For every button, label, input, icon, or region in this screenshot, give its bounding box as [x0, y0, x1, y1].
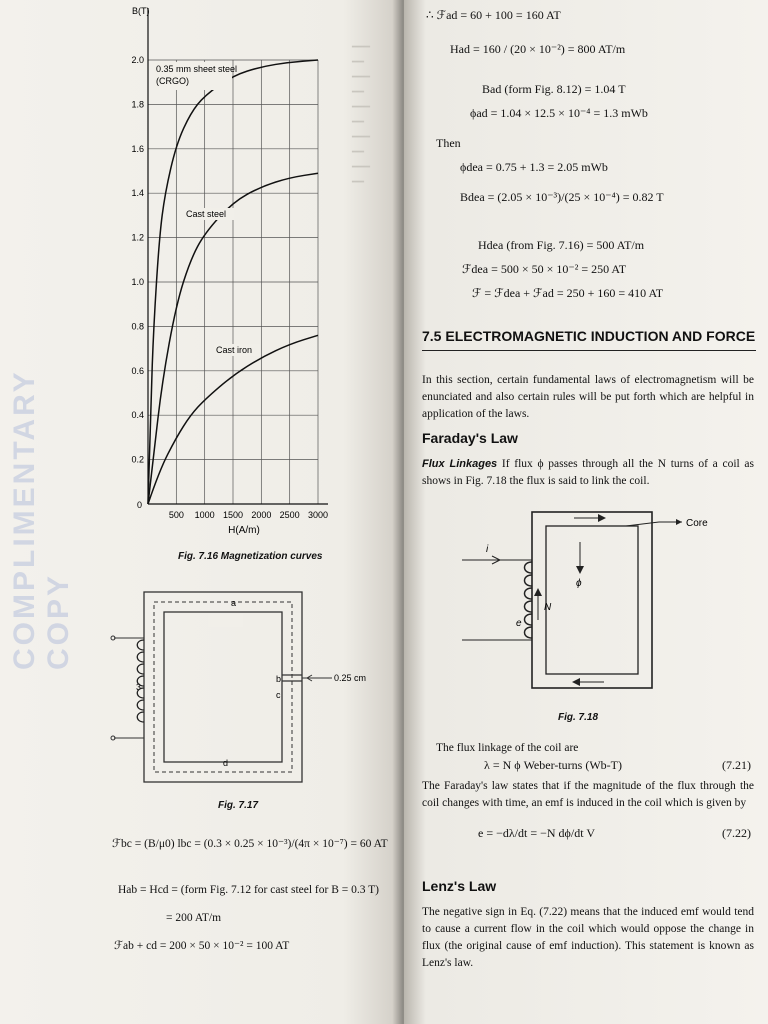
- fig-716-caption: Fig. 7.16 Magnetization curves: [178, 551, 323, 562]
- y-axis-label: B(T): [132, 6, 150, 16]
- flux-linkages-text: If flux ϕ passes through all the N turns of a coil as shows in Fig. 7.18 the flux is said to link the coil.: [422, 458, 755, 487]
- label-c: c: [276, 690, 281, 700]
- faraday-paragraph: The Faraday's law states that if the magnitude of the flux through the coil changes with time, an emf is induced in the coil which is given by: [422, 780, 754, 809]
- fig-717-diagram: [100, 580, 390, 795]
- intro-paragraph: In this section, certain fundamental laws of electromagnetism will be enunciated and also certain rules will be put forth which are helpful in application of the laws.: [422, 374, 754, 420]
- core-arrowhead: [676, 519, 682, 525]
- flux-path-arrowhead: [534, 588, 542, 596]
- flux-linkages-lead: Flux Linkages: [422, 458, 498, 470]
- chart-tick-labels: [131, 55, 328, 520]
- y-tick-label: 2.0: [131, 55, 144, 65]
- label-d: d: [223, 758, 229, 768]
- gap-label: 0.25 cm: [334, 673, 367, 683]
- curve-label-crgo-sub: (CRGO): [156, 76, 189, 86]
- curve-label-cast-steel: Cast steel: [186, 209, 227, 219]
- lenz-paragraph: The negative sign in Eq. (7.22) means that the induced emf would tend to cause a current flow in the coil which would oppose the change in flux (the original cause of emf induction). This statement is known as Lenz's law.: [422, 906, 754, 969]
- y-tick-label: 0.4: [131, 410, 144, 421]
- section-heading: 7.5 ELECTROMAGNETIC INDUCTION AND FORCE: [422, 328, 756, 344]
- equation-h-dea: Hdea (from Fig. 7.16) = 500 AT/m: [478, 238, 645, 252]
- x-tick-label: 500: [168, 510, 184, 520]
- core-pointer: [626, 522, 659, 526]
- y-tick-label: 1.0: [131, 277, 144, 287]
- core-inner: [546, 526, 638, 674]
- turns-label: N: [544, 602, 552, 613]
- y-tick-label: 1.4: [131, 188, 144, 199]
- core-outer: [532, 512, 652, 688]
- equation-f-dea: ℱdea = 500 × 50 × 10⁻² = 250 AT: [462, 262, 627, 276]
- equation-bad: Bad (form Fig. 8.12) = 1.04 T: [482, 82, 626, 96]
- coil-winding: [525, 562, 533, 638]
- y-tick-label: 1.6: [131, 143, 144, 154]
- fig-717-caption: Fig. 7.17: [218, 800, 259, 811]
- watermark: COMPLIMENTARY COPY: [8, 369, 75, 670]
- x-axis-label: H(A/m): [228, 525, 260, 536]
- label-a: a: [231, 598, 237, 608]
- bleed-through-text: ━━━ ━━ ━━━ ━━ ━━━ ━━ ━━━ ━━ ━━━ ━━: [352, 42, 371, 188]
- label-b: b: [276, 674, 282, 684]
- curve-label-cast-iron: Cast iron: [216, 345, 253, 355]
- y-tick-label: 1.8: [131, 99, 144, 110]
- x-tick-label: 2000: [251, 510, 272, 520]
- equation-phi-ad: ϕad = 1.04 × 12.5 × 10⁻⁴ = 1.3 mWb: [470, 106, 648, 120]
- fig-718-caption: Fig. 7.18: [558, 712, 599, 723]
- chart-grid: [148, 60, 318, 504]
- curve-label-crgo: 0.35 mm sheet steel: [156, 64, 238, 74]
- core-label: Core: [686, 518, 708, 529]
- flux-linkage-line: The flux linkage of the coil are: [436, 742, 579, 754]
- equation-number-722: (7.22): [722, 826, 751, 840]
- y-tick-label: 0.6: [131, 365, 144, 376]
- equation-had: Had = 160 / (20 × 10⁻²) = 800 AT/m: [450, 42, 626, 56]
- core-inner: [164, 612, 282, 762]
- current-label: i: [486, 544, 489, 555]
- equation-fad: ∴ ℱad = 60 + 100 = 160 AT: [426, 8, 561, 22]
- faraday-heading: Faraday's Law: [422, 430, 518, 446]
- emf-label: e: [516, 618, 522, 629]
- flux-label: ϕ: [576, 578, 582, 589]
- flux-arrowhead: [576, 566, 584, 574]
- equation-hab-value: = 200 AT/m: [166, 912, 222, 924]
- turns-label: 3: [136, 682, 142, 692]
- flux-bottom-arrowhead: [572, 678, 580, 686]
- equation-phi-dea: ϕdea = 0.75 + 1.3 = 2.05 mWb: [460, 160, 608, 174]
- coil-winding: [137, 640, 144, 722]
- y-tick-label: 0: [136, 500, 142, 510]
- x-tick-label: 1000: [194, 510, 215, 520]
- core-mean-path: [154, 602, 292, 772]
- x-tick-label: 2500: [279, 510, 300, 520]
- heading-rule: [422, 350, 756, 351]
- x-tick-label: 1500: [222, 510, 244, 520]
- flux-top-arrowhead: [598, 514, 606, 522]
- y-tick-label: 0.2: [131, 454, 144, 465]
- equation-hab: Hab = Hcd = (form Fig. 7.12 for cast steel for B = 0.3 T): [118, 884, 380, 896]
- flux-linkages-paragraph: [422, 456, 754, 490]
- x-tick-label: 3000: [307, 510, 329, 520]
- then-label: Then: [436, 136, 461, 150]
- equation-fbc: ℱbc = (B/μ0) lbc = (0.3 × 0.25 × 10⁻³)/(4π × 10⁻⁷) = 60 AT: [112, 838, 388, 850]
- lenz-heading: Lenz's Law: [422, 878, 497, 894]
- equation-fab-cd: ℱab + cd = 200 × 50 × 10⁻² = 100 AT: [114, 940, 290, 952]
- equation-f-total: ℱ = ℱdea + ℱad = 250 + 160 = 410 AT: [472, 286, 664, 300]
- emf-equation: e = −dλ/dt = −N dϕ/dt V: [478, 826, 595, 840]
- equation-b-dea: Bdea = (2.05 × 10⁻³)/(25 × 10⁻⁴) = 0.82 T: [460, 190, 664, 204]
- equation-number-721: (7.21): [722, 758, 751, 772]
- magnetization-chart: [104, 0, 354, 548]
- lambda-equation: λ = N ϕ Weber-turns (Wb-T): [484, 758, 622, 772]
- y-tick-label: 0.8: [131, 321, 144, 332]
- fig-718-diagram: [444, 500, 744, 710]
- y-tick-label: 1.2: [131, 232, 144, 243]
- window-patch: [208, 614, 243, 627]
- right-page: [404, 0, 768, 1024]
